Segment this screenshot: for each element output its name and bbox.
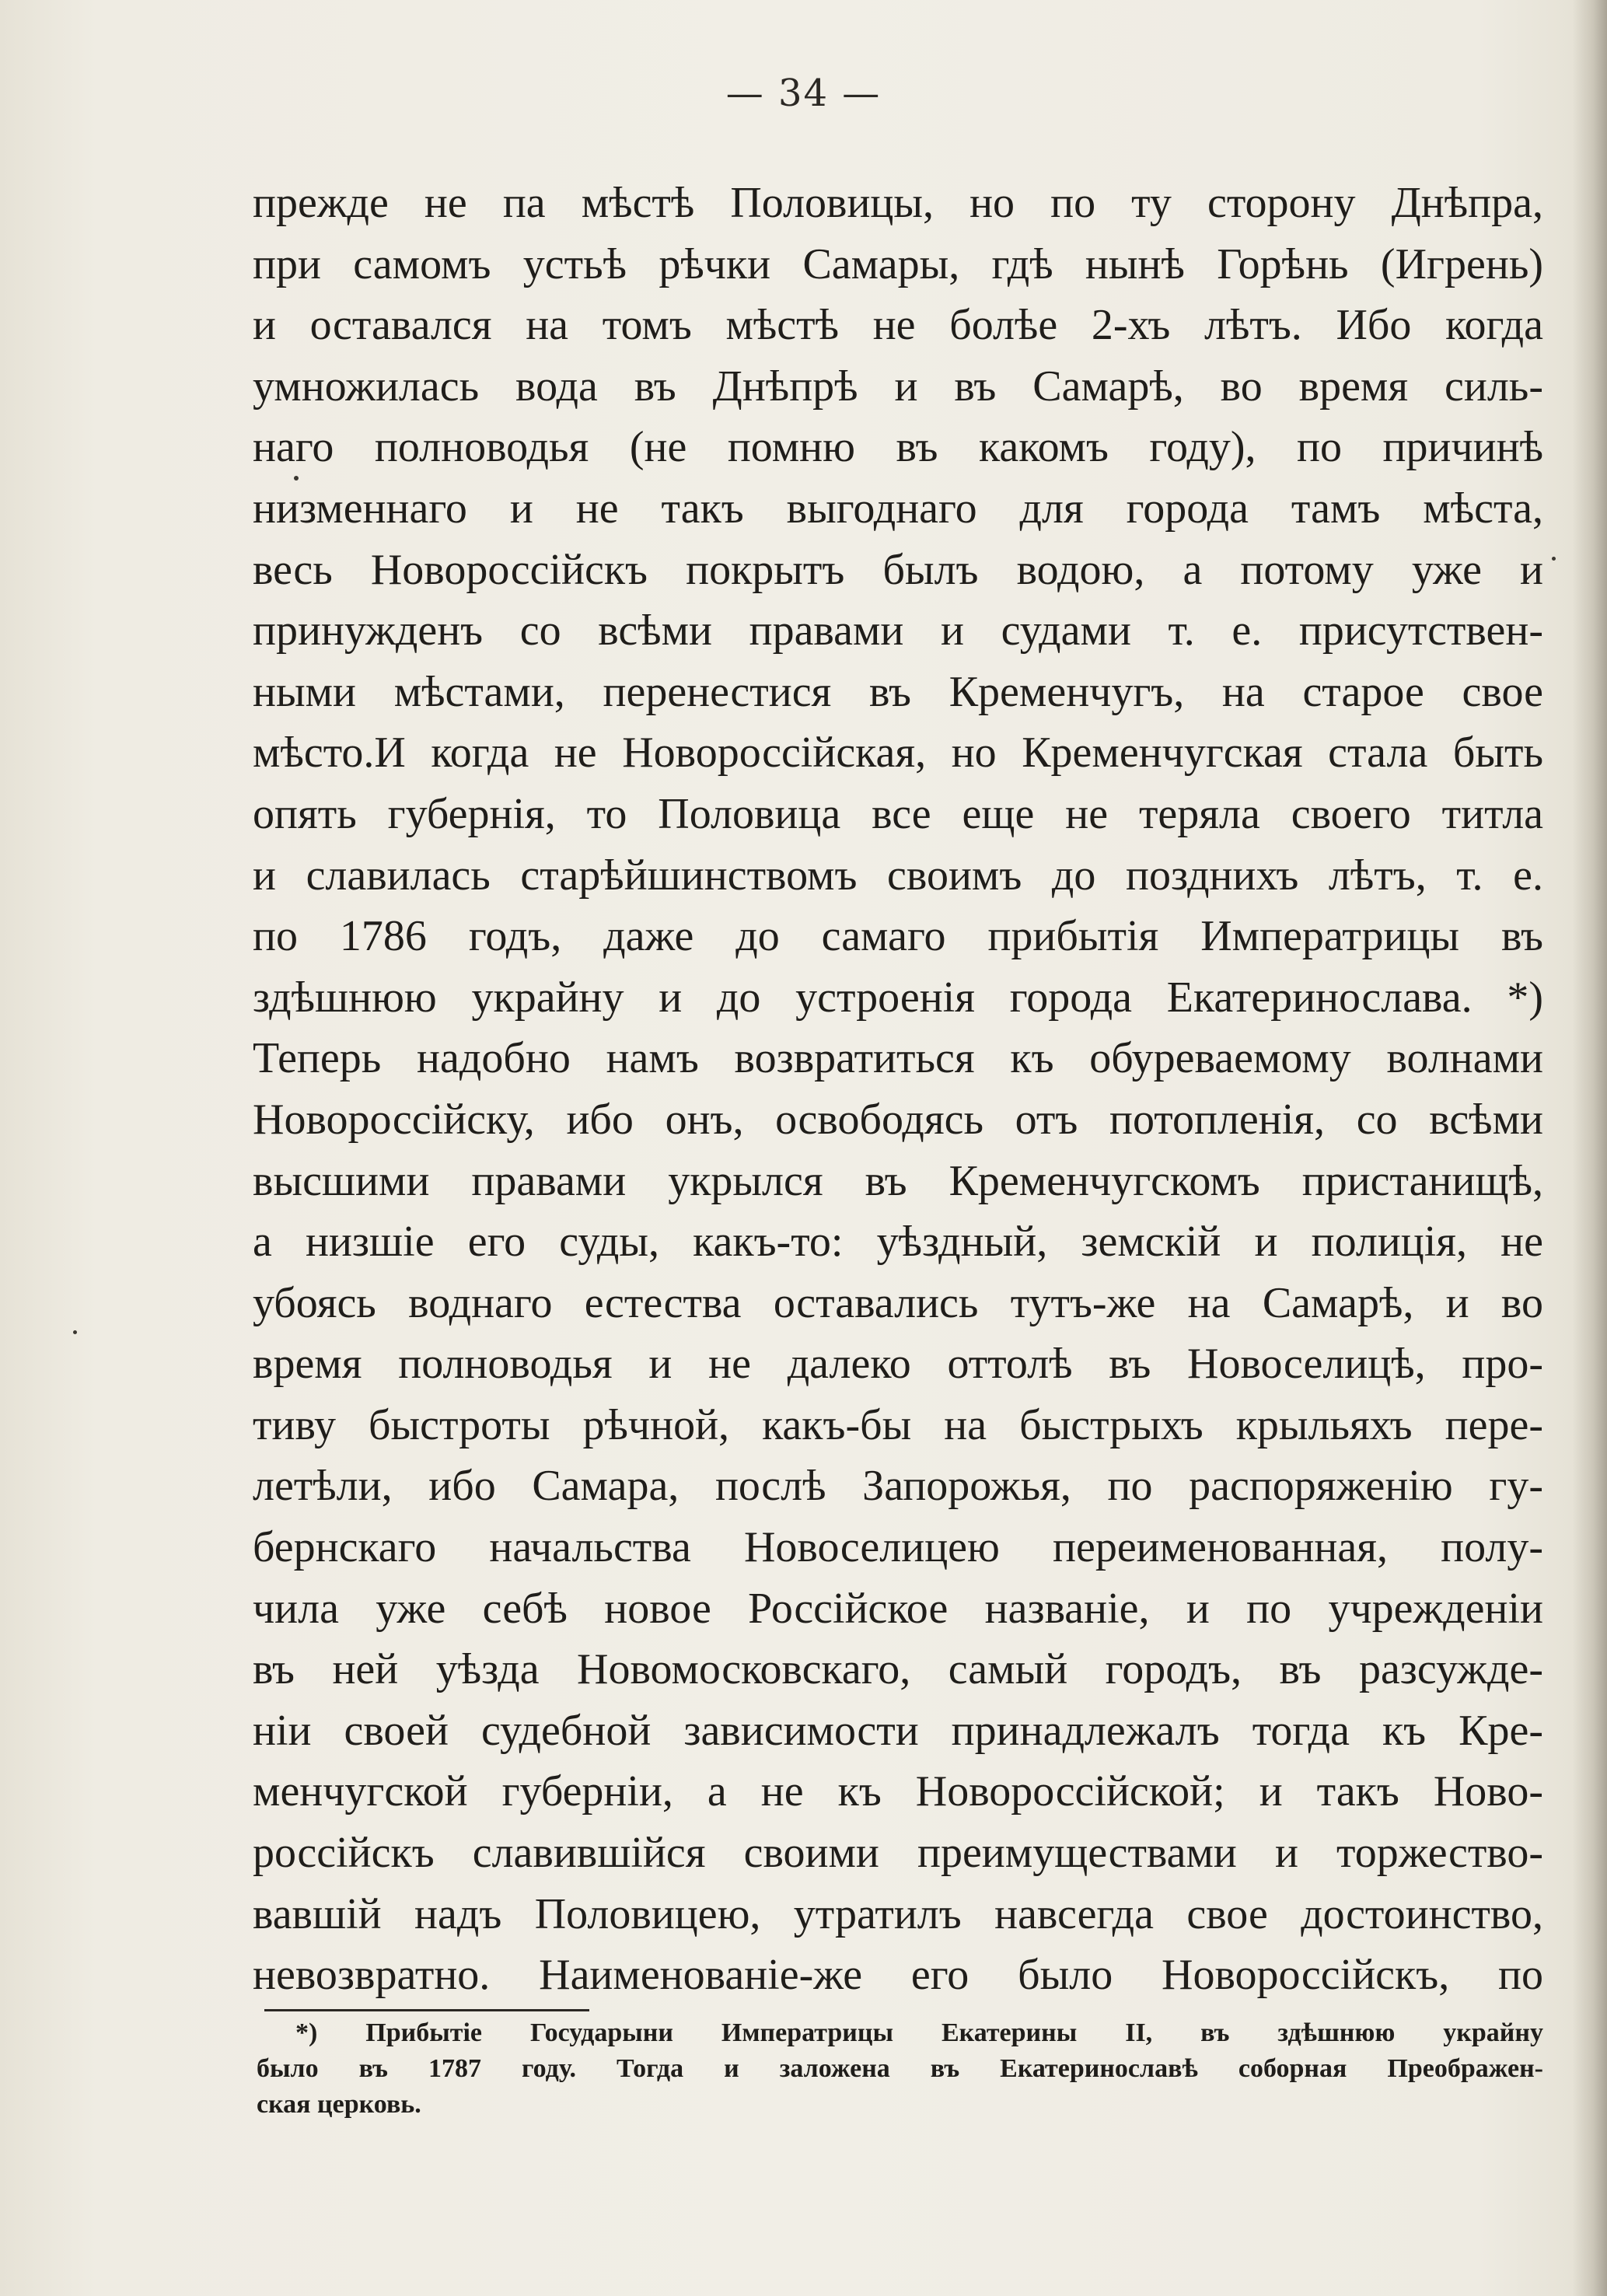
ink-speck <box>1552 557 1556 561</box>
ink-speck <box>73 1330 77 1334</box>
text-line: время полноводья и не далеко оттолѣ въ Новоселицѣ, про- <box>253 1340 1543 1389</box>
text-line: по 1786 годъ, даже до самаго прибытія Императрицы въ <box>253 912 1543 961</box>
spine-shadow <box>1572 0 1607 2296</box>
text-line: мѣсто.И когда не Новороссійская, но Кременчугская стала быть <box>253 729 1543 778</box>
text-line: наго полноводья (не помню въ какомъ году), по причинѣ <box>253 423 1543 472</box>
body-text <box>253 173 1543 2006</box>
text-line: опять губернія, то Половица все еще не теряла своего титла <box>253 789 1543 838</box>
text-line: и оставался на томъ мѣстѣ не болѣе 2-хъ лѣтъ. Ибо когда <box>253 301 1543 350</box>
text-line: россійскъ славившійся своими преимуществами и торжество- <box>253 1829 1543 1878</box>
text-line: бернскаго начальства Новоселицею переименованная, полу- <box>253 1523 1543 1572</box>
text-line: менчугской губерніи, а не къ Новороссійской; и такъ Ново- <box>253 1767 1543 1816</box>
text-line: и славилась старѣйшинствомъ своимъ до позднихъ лѣтъ, т. е. <box>253 851 1543 900</box>
text-line: Теперь надобно намъ возвратиться къ обуреваемому волнами <box>253 1034 1543 1083</box>
text-line: умножилась вода въ Днѣпрѣ и въ Самарѣ, во время силь- <box>253 362 1543 411</box>
text-line: въ ней уѣзда Новомосковскаго, самый городъ, въ разсужде- <box>253 1645 1543 1694</box>
text-line: Новороссійску, ибо онъ, освободясь отъ потопленія, со всѣми <box>253 1095 1543 1144</box>
page-number: — 34 — <box>725 72 882 115</box>
text-line: убоясь воднаго естества оставались тутъ-же на Самарѣ, и во <box>253 1278 1543 1327</box>
text-line: ніи своей судебной зависимости принадлежалъ тогда къ Кре- <box>253 1706 1543 1755</box>
text-line: низменнаго и не такъ выгоднаго для города тамъ мѣста, <box>253 484 1543 533</box>
text-line: летѣли, ибо Самара, послѣ Запорожья, по распоряженію гу- <box>253 1462 1543 1511</box>
footnote <box>257 2015 1543 2123</box>
text-line: принужденъ со всѣми правами и судами т. е. присутствен- <box>253 606 1543 655</box>
text-line: весь Новороссійскъ покрытъ былъ водою, а потому уже и <box>253 545 1543 594</box>
text-line: при самомъ устьѣ рѣчки Самары, гдѣ нынѣ Горѣнь (Игрень) <box>253 239 1543 288</box>
text-line: тиву быстроты рѣчной, какъ-бы на быстрыхъ крыльяхъ пере- <box>253 1400 1543 1449</box>
text-line: высшими правами укрылся въ Кременчугскомъ пристанищѣ, <box>253 1156 1543 1205</box>
text-line: чила уже себѣ новое Россійское названіе, и по учрежденіи <box>253 1584 1543 1633</box>
footnote-divider <box>264 2009 589 2011</box>
ink-speck <box>294 476 299 481</box>
text-line: прежде не па мѣстѣ Половицы, но по ту сторону Днѣпра, <box>253 179 1543 227</box>
footnote-line: было въ 1787 году. Тогда и заложена въ Екатеринославѣ соборная Преображен- <box>257 2054 1543 2083</box>
text-line: вавшій надъ Половицею, утратилъ навсегда свое достоинство, <box>253 1889 1543 1938</box>
text-line: здѣшнюю украйну и до устроенія города Екатеринослава. *) <box>253 973 1543 1022</box>
footnote-line: ская церковь. <box>257 2090 421 2119</box>
text-line: а низшіе его суды, какъ-то: уѣздный, земскій и полиція, не <box>253 1218 1543 1267</box>
text-line: ными мѣстами, перенестися въ Кременчугъ, на старое свое <box>253 667 1543 716</box>
text-line: невозвратно. Наименованіе-же его было Новороссійскъ, по <box>253 1951 1543 2000</box>
footnote-line: *) Прибытіе Государыни Императрицы Екатерины II, въ здѣшнюю украйну <box>295 2018 1543 2047</box>
